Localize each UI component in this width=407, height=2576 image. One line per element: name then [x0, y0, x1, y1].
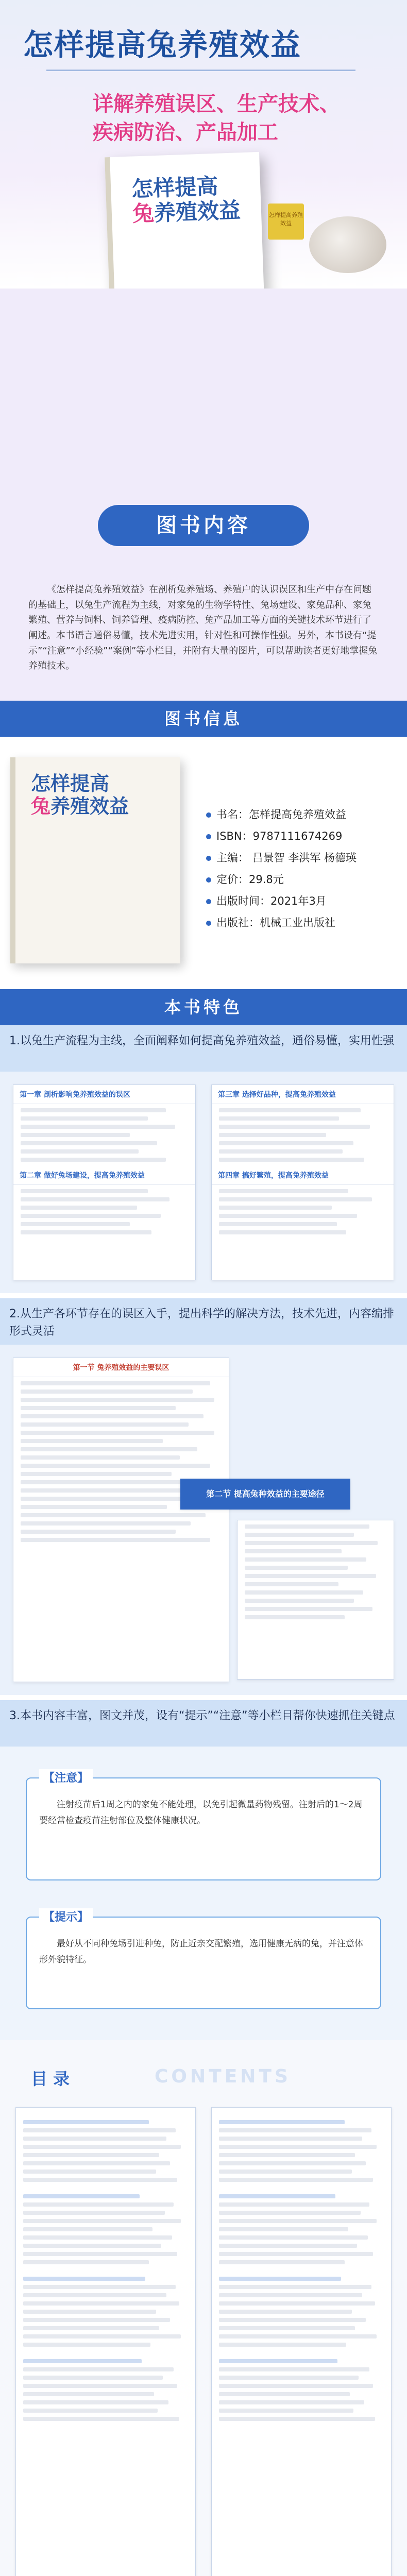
- page-preview-right: [237, 1520, 394, 1680]
- contents-watermark: CONTENTS: [155, 2066, 291, 2087]
- toc-heading: 第一章 剖析影响兔养殖效益的误区: [13, 1085, 195, 1104]
- info-item: 主编： 吕景智 李洪军 杨德瑛: [206, 847, 357, 869]
- book-cover: [105, 152, 266, 289]
- feature-item-1: 1.以兔生产流程为主线，全面阐释如何提高兔养殖效益，通俗易懂，实用性强: [0, 1025, 407, 1072]
- book-cover-title-line2: 养殖效益: [154, 197, 241, 226]
- bullet-icon: [206, 921, 211, 926]
- page-preview-left: [13, 1358, 229, 1682]
- note-tip-tag: 【提示】: [39, 1908, 93, 1924]
- book-info-heading: 图书信息: [0, 701, 407, 737]
- book-cover-title-line1: 怎样提高: [131, 173, 219, 202]
- note-attention-tag: 【注意】: [39, 1769, 93, 1785]
- book-cover-small-title-highlight: 兔: [31, 794, 51, 818]
- section-label: 第一节 兔养殖效益的主要误区: [13, 1358, 229, 1377]
- hero-subtitle-line1: 详解养殖误区、生产技术、: [93, 92, 340, 116]
- book-cover-small-title-line2: 养殖效益: [50, 794, 129, 818]
- book-info-section: [0, 737, 407, 989]
- hero-subtitle-line2: 疾病防治、产品加工: [93, 121, 278, 144]
- bullet-icon: [206, 877, 211, 883]
- divider: [46, 70, 355, 71]
- contents-page-left: [15, 2107, 196, 2576]
- bullet-icon: [206, 899, 211, 904]
- note-attention-box: [26, 1772, 381, 1880]
- zoom-label: 第二节 提高兔种效益的主要途径: [206, 1489, 325, 1499]
- book-cover-small: [10, 757, 180, 963]
- hero-title: 怎样提高兔养殖效益: [23, 27, 302, 62]
- info-item: 出版社：机械工业出版社: [206, 912, 357, 934]
- hero-banner: [0, 0, 407, 289]
- note-attention-text: 注射疫苗后1周之内的家兔不能处理，以免引起微量药物残留。注射后的1～2周要经常检查疫苗注射部位及整体健康状况。: [39, 1800, 363, 1826]
- bullet-icon: [206, 834, 211, 839]
- feature-item-3: 3.本书内容丰富，图文并茂，设有“提示”“注意”等小栏目帮你快速抓住关键点: [0, 1700, 407, 1747]
- series-badge: 怎样提高养殖效益: [268, 204, 304, 240]
- toc-panel-right: [211, 1084, 394, 1280]
- info-item: 书名：怎样提高兔养殖效益: [206, 804, 357, 825]
- info-item: ISBN：9787111674269: [206, 825, 357, 847]
- bullet-icon: [206, 856, 211, 861]
- zoom-callout: [180, 1479, 350, 1510]
- note-tip-text: 最好从不同种兔场引进种兔，防止近亲交配繁殖，选用健康无病的兔，并注意体形外貌特征。: [39, 1939, 363, 1965]
- book-info-list: [206, 804, 357, 934]
- toc-heading: 第二章 做好兔场建设，提高兔养殖效益: [13, 1166, 195, 1185]
- book-cover-small-title-line1: 怎样提高: [31, 772, 110, 795]
- book-content-heading: 图书内容: [98, 505, 309, 546]
- contents-page-right: [211, 2107, 392, 2576]
- features-heading: 本书特色: [0, 989, 407, 1025]
- feature-item-2: 2.从生产各环节存在的误区入手，提出科学的解决方法，技术先进，内容编排形式灵活: [0, 1298, 407, 1345]
- info-item: 出版时间：2021年3月: [206, 890, 357, 912]
- book-cover-title-highlight: 兔: [132, 200, 155, 227]
- toc-heading: 第四章 搞好繁殖，提高兔养殖效益: [212, 1166, 394, 1185]
- info-item: 定价：29.8元: [206, 869, 357, 890]
- bullet-icon: [206, 812, 211, 818]
- toc-panel-left: [13, 1084, 196, 1280]
- rabbit-image: [309, 216, 386, 273]
- contents-title: 目 录: [31, 2069, 70, 2089]
- note-tip-box: [26, 1911, 381, 2009]
- toc-heading: 第三章 选择好品种，提高兔养殖效益: [212, 1085, 394, 1104]
- book-description: 《怎样提高兔养殖效益》在剖析兔养殖场、养殖户的认识误区和生产中存在问题的基础上，以兔生产流程为主线，对家兔的生物学特性、兔场建设、家兔品种、家兔繁殖、营养与饲料、饲养管理、疫病防控、兔产品加工等方面的关键技术环节进行了阐述。本书语言通俗易懂，技术先进实用，针对性和可操作性强。另外，本书设有“提示”“注意”“小经验”“案例”等小栏目，并附有大量的图片，可以帮助读者更好地掌握兔养殖技术。: [28, 584, 378, 672]
